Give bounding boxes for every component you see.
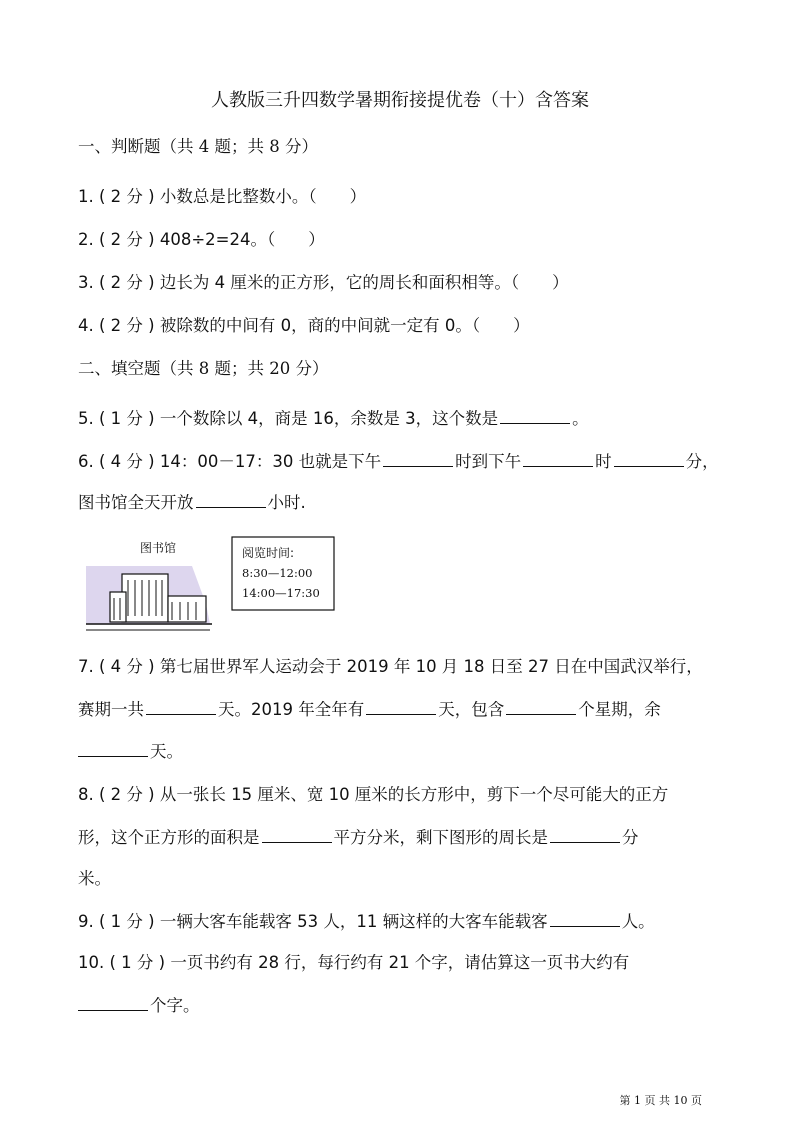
question-2: 2. ( 2 分 ) 408÷2=24。（ ）	[78, 230, 325, 249]
section-heading-fill-blank: 二、填空题（共 8 题；共 20 分）	[78, 359, 329, 378]
question-3: 3. ( 2 分 ) 边长为 4 厘米的正方形，它的周长和面积相等。（ ）	[78, 273, 569, 292]
question-7-text-c: 天。2019 年全年有	[218, 700, 365, 719]
reading-hours-afternoon: 14:00—17:30	[242, 586, 320, 600]
answer-blank[interactable]	[550, 910, 620, 927]
library-illustration	[82, 536, 342, 636]
question-5-end: 。	[572, 409, 589, 428]
question-8-line-3: 米。	[78, 869, 111, 888]
answer-blank[interactable]	[506, 698, 576, 715]
answer-blank[interactable]	[523, 450, 593, 467]
question-8-text-c: 平方分米，剩下图形的周长是	[333, 828, 548, 847]
question-10-end: 个字。	[150, 996, 200, 1015]
answer-blank[interactable]	[383, 450, 453, 467]
question-9-end: 人。	[621, 912, 655, 931]
page-number: 第 1 页 共 10 页	[619, 1094, 702, 1107]
answer-blank[interactable]	[78, 994, 148, 1011]
question-8-text-d: 分	[622, 828, 639, 847]
library-label: 图书馆	[140, 541, 177, 555]
question-6-text: 6. ( 4 分 ) 14：00－17：30 也就是下午	[78, 452, 382, 471]
question-7-line-2	[78, 698, 661, 721]
question-7-text-e: 个星期，余	[578, 700, 661, 719]
question-1: 1. ( 2 分 ) 小数总是比整数小。（ ）	[78, 187, 367, 206]
question-8-line-1: 8. ( 2 分 ) 从一张长 15 厘米、宽 10 厘米的长方形中，剪下一个尽可能大的正方	[78, 785, 669, 804]
question-6-line-1	[78, 450, 719, 473]
answer-blank[interactable]	[78, 740, 148, 757]
answer-blank[interactable]	[262, 826, 332, 843]
question-6-text-b: 时到下午	[455, 452, 522, 471]
answer-blank[interactable]	[196, 491, 266, 508]
answer-blank[interactable]	[550, 826, 620, 843]
answer-blank[interactable]	[614, 450, 684, 467]
question-7-text-b: 赛期一共	[78, 700, 144, 719]
question-6-line-2	[78, 491, 306, 514]
question-6-text-d: 分，	[685, 452, 719, 471]
question-10-line-2	[78, 994, 200, 1017]
answer-blank[interactable]	[366, 698, 436, 715]
question-6-text-e: 图书馆全天开放	[78, 493, 194, 512]
question-7-line-3	[78, 740, 183, 763]
question-9	[78, 910, 655, 933]
question-5-text: 5. ( 1 分 ) 一个数除以 4，商是 16，余数是 3，这个数是	[78, 409, 499, 428]
question-7-text-d: 天，包含	[438, 700, 505, 719]
answer-blank[interactable]	[500, 407, 570, 424]
question-10-line-1: 10. ( 1 分 ) 一页书约有 28 行，每行约有 21 个字，请估算这一页书大约有	[78, 953, 630, 972]
reading-hours-title: 阅览时间:	[242, 546, 295, 560]
section-heading-judgement: 一、判断题（共 4 题；共 8 分）	[78, 137, 318, 156]
question-4: 4. ( 2 分 ) 被除数的中间有 0，商的中间就一定有 0。（ ）	[78, 316, 530, 335]
answer-blank[interactable]	[146, 698, 216, 715]
question-7-text-f: 天。	[150, 742, 183, 761]
question-6-text-f: 小时.	[267, 493, 306, 512]
reading-hours-morning: 8:30—12:00	[242, 566, 313, 580]
question-8-line-2	[78, 826, 639, 849]
question-8-text-b: 形，这个正方形的面积是	[78, 828, 260, 847]
question-5	[78, 407, 589, 430]
question-6-text-c: 时	[595, 452, 612, 471]
question-9-text: 9. ( 1 分 ) 一辆大客车能载客 53 人，11 辆这样的大客车能载客	[78, 912, 548, 931]
question-7-line-1: 7. ( 4 分 ) 第七届世界军人运动会于 2019 年 10 月 18 日至 27 日在中国武汉举行，	[78, 657, 703, 676]
page-title: 人教版三升四数学暑期衔接提优卷（十）含答案	[211, 90, 589, 111]
